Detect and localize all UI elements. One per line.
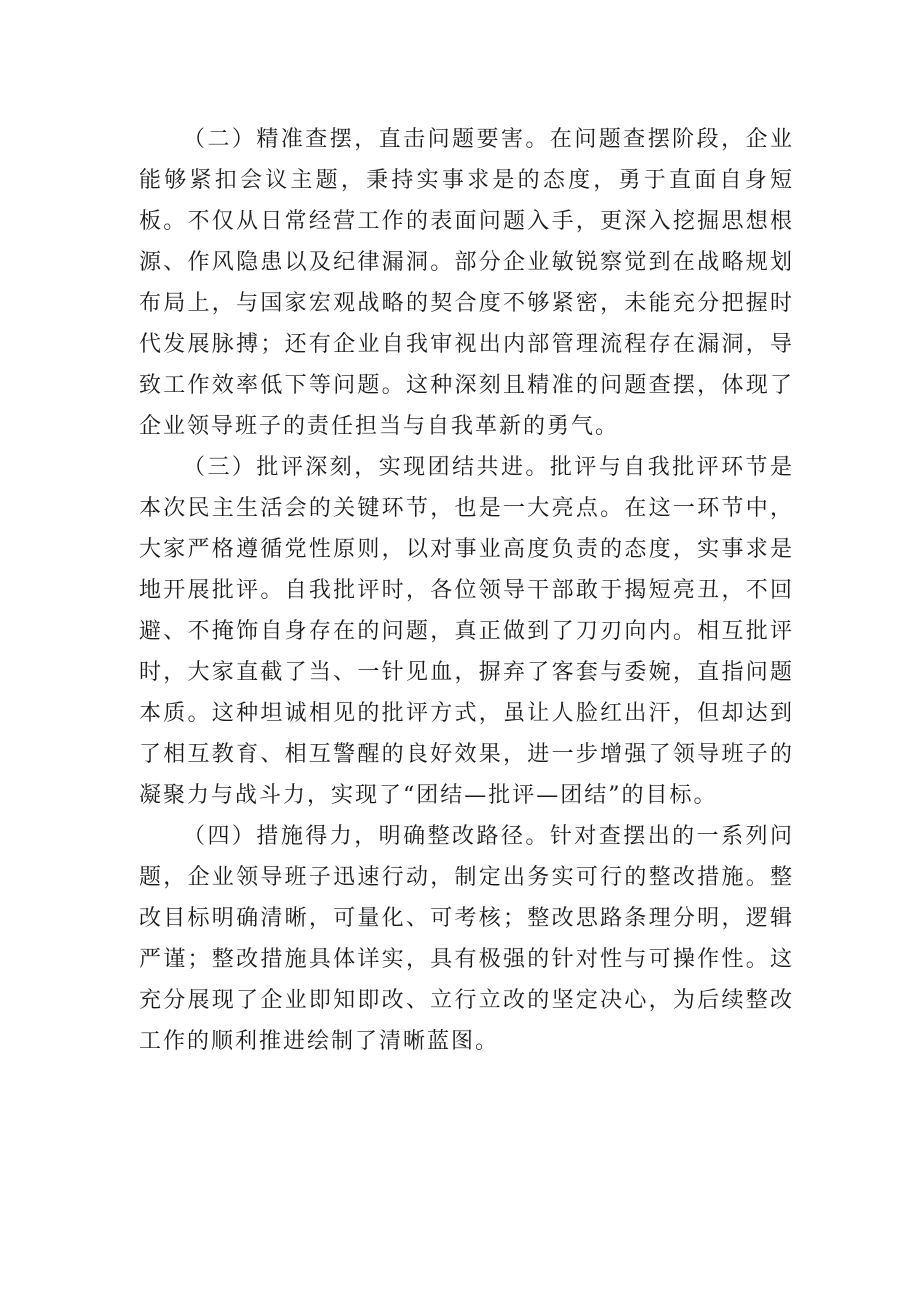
document-body bbox=[139, 119, 794, 1062]
paragraph-2-precise-problem-finding: （二）精准查摆，直击问题要害。在问题查摆阶段，企业能够紧扣会议主题，秉持实事求是的态度，勇于直面自身短板。不仅从日常经营工作的表面问题入手，更深入挖掘思想根源、作风隐患以及纪律漏洞。部分企业敏锐察觉到在战略规划布局上，与国家宏观战略的契合度不够紧密，未能充分把握时代发展脉搏；还有企业自我审视出内部管理流程存在漏洞，导致工作效率低下等问题。这种深刻且精准的问题查摆，体现了企业领导班子的责任担当与自我革新的勇气。 bbox=[139, 127, 794, 439]
paragraph-3-profound-criticism: （三）批评深刻，实现团结共进。批评与自我批评环节是本次民主生活会的关键环节，也是一大亮点。在这一环节中，大家严格遵循党性原则，以对事业高度负责的态度，实事求是地开展批评。自我批评时，各位领导干部敢于揭短亮丑，不回避、不掩饰自身存在的问题，真正做到了刀刃向内。相互批评时，大家直截了当、一针见血，摒弃了客套与委婉，直指问题本质。这种坦诚相见的批评方式，虽让人脸红出汗，但却达到了相互教育、相互警醒的良好效果，进一步增强了领导班子的凝聚力与战斗力，实现了“团结—批评—团结”的目标。 bbox=[139, 455, 794, 808]
paragraph-4-effective-measures: （四）措施得力，明确整改路径。针对查摆出的一系列问题，企业领导班子迅速行动，制定出务实可行的整改措施。整改目标明确清晰，可量化、可考核；整改思路条理分明，逻辑严谨；整改措施具体详实，具有极强的针对性与可操作性。这充分展现了企业即知即改、立行立改的坚定决心，为后续整改工作的顺利推进绘制了清晰蓝图。 bbox=[139, 824, 794, 1054]
